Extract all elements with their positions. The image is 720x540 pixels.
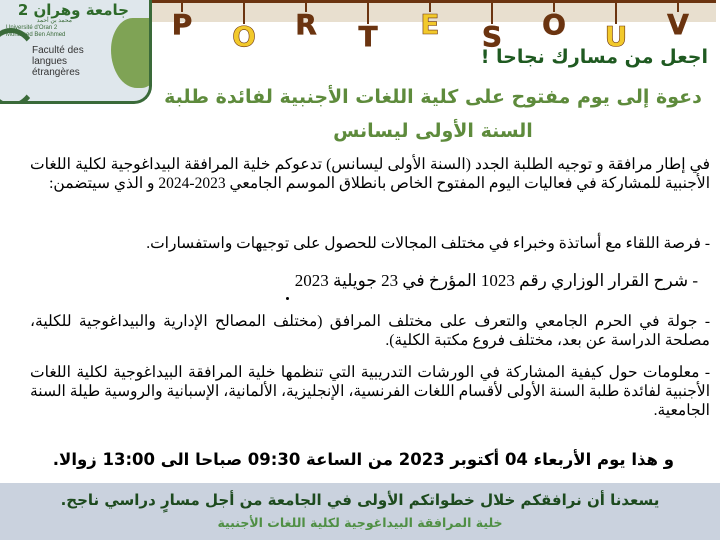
university-logo [0, 0, 152, 104]
logo-leaf-shape [111, 18, 152, 88]
footer-signature: خلية المرافقة البيداغوجية لكلية اللغات الأجنبية [217, 515, 503, 530]
banner-letter: T [358, 20, 378, 53]
logo-faculty-line: Faculté des [32, 45, 84, 56]
logo-arabic-name: جامعة وهران 2 [17, 1, 129, 19]
footer-message: يسعدنا أن نرافقكم خلال خطواتكم الأولى في الجامعة من أجل مسارٍ دراسي ناجح. [60, 491, 660, 509]
slogan: اجعل من مسارك نجاحا ! [480, 46, 708, 68]
logo-faculty-name [32, 45, 84, 78]
intro-paragraph: في إطار مرافقة و توجيه الطلبة الجدد (السنة الأولى ليسانس) تدعوكم خلية المرافقة البيداغوجية لكلية اللغات الأجنبية للمشاركة في فعاليات اليوم المفتوح الخاص بانطلاق الموسم الجامعي 2023-2024 و الذي سيتضمن: [30, 156, 710, 192]
banner-letter: E [420, 8, 440, 41]
logo-faculty-line: langues [32, 56, 68, 67]
banner-letter: O [232, 20, 256, 53]
logo-latin-text [6, 18, 72, 39]
logo-faculty-line: étrangères [32, 67, 80, 78]
bullet-item: - جولة في الحرم الجامعي والتعرف على مختلف المرافق (مختلف المصالح الإدارية والبيداغوجية للكلية، مصلحة الدراسة عن بعد، مختلف فروع مكتبة الكلية). [30, 313, 710, 349]
logo-latin-line: محمد بن أحمد [36, 18, 72, 24]
banner-letter: O [542, 8, 566, 41]
logo-latin-line: Université d'Oran 2 [6, 25, 58, 31]
banner-letter: U [604, 20, 628, 53]
banner-letter: V [667, 8, 689, 41]
footer-band [0, 483, 720, 540]
stray-dot [286, 297, 289, 300]
logo-latin-line: Mohamed Ben Ahmed [6, 32, 66, 38]
page-title: دعوة إلى يوم مفتوح على كلية اللغات الأجنبية لفائدة طلبة السنة الأولى ليسانس [164, 86, 702, 142]
banner-letter: S [481, 20, 503, 53]
event-schedule: و هذا يوم الأربعاء 04 أكتوبر 2023 من الساعة 09:30 صباحا الى 13:00 زوالا. [52, 450, 674, 469]
banner-top-line [152, 0, 716, 3]
bullet-item: - شرح القرار الوزاري رقم 1023 المؤرخ في 23 جويلية 2023 [294, 271, 698, 290]
bullet-item: - معلومات حول كيفية المشاركة في الورشات التدريبية التي تنظمها خلية المرافقة البيداغوجية لكلية اللغات الأجنبية لفائدة طلبة السنة الأولى لأقسام اللغات الفرنسية، الإنجليزية، الألمانية، الإسبانية والروسية طيلة السنة الجامعية. [30, 364, 710, 419]
bullet-item: - فرصة اللقاء مع أساتذة وخبراء في مختلف المجالات للحصول على توجيهات واستفسارات. [146, 235, 710, 252]
banner-letter: R [295, 8, 317, 41]
banner-letter: P [171, 8, 193, 41]
